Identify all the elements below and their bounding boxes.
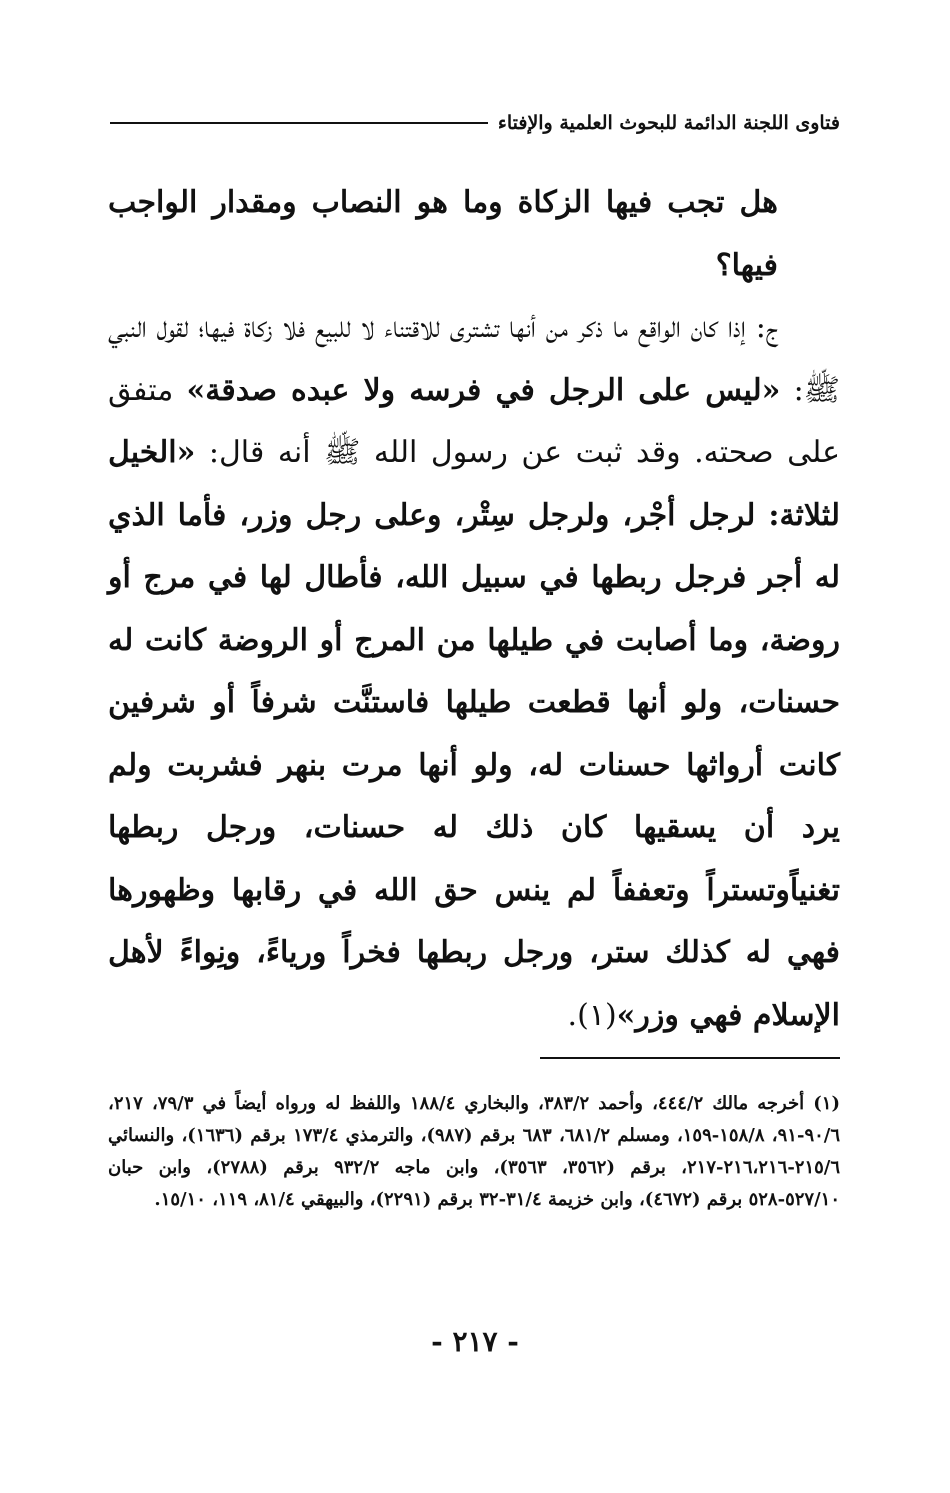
main-text bbox=[108, 172, 840, 1047]
footnote-separator bbox=[540, 1057, 840, 1059]
footnote: (١) أخرجه مالك ٤٤٤/٢، وأحمد ٣٨٣/٢، والبخاري ١٨٨/٤ واللفظ له ورواه أيضاً في ٧٩/٣، ٢١٧، ٩٠/٦-٩١، ١٥٨/٨-١٥٩، ومسلم ٦٨١/٢، ٦٨٣ برقم (٩٨٧)، والترمذي ١٧٣/٤ برقم (١٦٣٦)، والنسائي ٢١٥/٦-٢١٦،٢١٦-٢١٧، برقم (٣٥٦٢، ٣٥٦٣)، وابن ماجه ٩٣٢/٢ برقم (٢٧٨٨)، وابن حبان ٥٢٧/١٠-٥٢٨ برقم (٤٦٧٢)، وابن خزيمة ٣١/٤-٣٢ برقم (٢٢٩١)، والبيهقي ٨١/٤، ١١٩، ١٥/١٠. bbox=[108, 1093, 841, 1210]
running-header bbox=[110, 112, 840, 134]
end-mark: . bbox=[567, 997, 578, 1033]
answer-paragraph bbox=[108, 297, 840, 1047]
running-title: فتاوى اللجنة الدائمة للبحوث العلمية والإفتاء bbox=[497, 112, 840, 134]
question-text: هل تجب فيها الزكاة وما هو النصاب ومقدار الواجب فيها؟ bbox=[108, 185, 778, 283]
answer-continuation: متفق على صحته. وقد ثبت عن رسول الله ﷺ أنه قال: bbox=[108, 372, 840, 470]
hadith-quote-2: «الخيل لثلاثة: لرجل أجْر، ولرجل سِتْر، وعلى رجل وزر، فأما الذي له أجر فرجل ربطها في سبيل الله، فأطال لها في مرج أو روضة، وما أصابت في طيلها من المرج أو الروضة كانت له حسنات، ولو أنها قطعت طيلها فاستنَّت شرفاً أو شرفين كانت أرواثها حسنات له، ولو أنها مرت بنهر فشربت ولم يرد أن يسقيها كان ذلك له حسنات، ورجل ربطها تغنياًوتستراً وتعففاً لم ينس حق الله في رقابها وظهورها فهي له كذلك ستر، ورجل ربطها فخراً ورياءً، ونِواءً لأهل الإسلام فهي وزر» bbox=[108, 435, 840, 1033]
header-rule bbox=[110, 122, 488, 124]
answer-intro: ج: إذا كان الواقع ما ذكر من أنها تشترى للاقتناء لا للبيع فلا زكاة فيها؛ لقول النبي ﷺ: bbox=[108, 310, 840, 408]
page-number: - ٢١٧ - bbox=[431, 1325, 519, 1358]
footnote-marker: (١) bbox=[577, 997, 617, 1033]
hadith-quote-1: «ليس على الرجل في فرسه ولا عبده صدقة» bbox=[186, 372, 781, 408]
